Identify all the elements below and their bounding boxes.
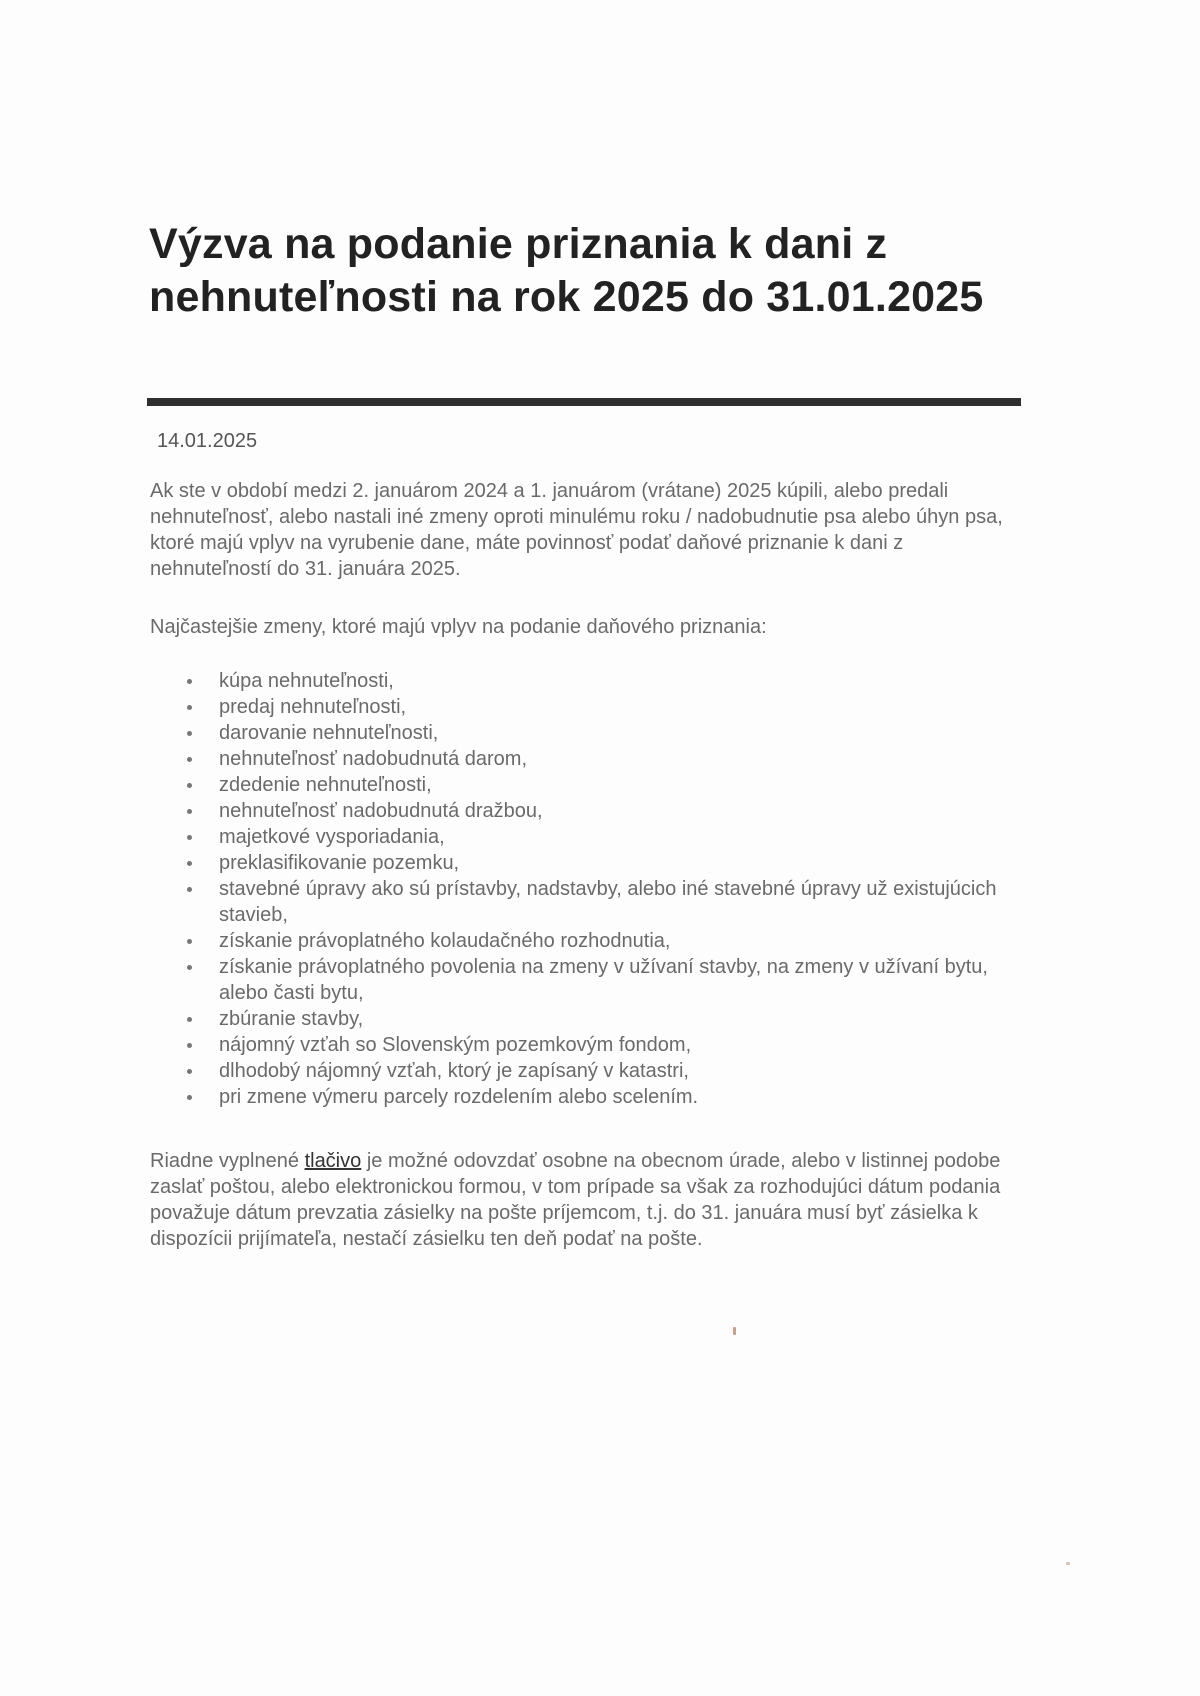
bullet-icon: [187, 809, 192, 814]
list-item-text: nájomný vzťah so Slovenským pozemkovým fondom,: [219, 1034, 692, 1056]
title-divider: [147, 398, 1021, 406]
changes-list: [150, 668, 1010, 1110]
list-item-text: pri zmene výmeru parcely rozdelením alebo scelením.: [219, 1086, 699, 1108]
bullet-icon: [187, 1017, 192, 1022]
list-item-text: získanie právoplatného kolaudačného rozhodnutia,: [219, 930, 671, 952]
bullet-icon: [187, 757, 192, 762]
list-item: [150, 1058, 1010, 1084]
list-item-text: majetkové vysporiadania,: [219, 826, 445, 848]
list-item-text: darovanie nehnuteľnosti,: [219, 722, 439, 744]
bullet-icon: [187, 1043, 192, 1048]
page-title: Výzva na podanie priznania k dani z nehnuteľnosti na rok 2025 do 31.01.2025: [149, 220, 984, 321]
bullet-icon: [187, 861, 192, 866]
bullet-icon: [187, 887, 192, 892]
list-item-text: nehnuteľnosť nadobudnutá dražbou,: [219, 800, 543, 822]
list-item-text: stavebné úpravy ako sú prístavby, nadstavby, alebo iné stavebné úpravy už existujúcich stavieb,: [219, 878, 997, 926]
scan-speck: [1066, 1562, 1070, 1565]
bullet-icon: [187, 1069, 192, 1074]
list-item-text: zdedenie nehnuteľnosti,: [219, 774, 432, 796]
form-link[interactable]: tlačivo: [304, 1150, 362, 1172]
list-item: [150, 668, 1010, 694]
list-item: [150, 1032, 1010, 1058]
list-item: [150, 954, 1010, 1006]
list-item-text: predaj nehnuteľnosti,: [219, 696, 407, 718]
list-item: [150, 720, 1010, 746]
list-item-text: zbúranie stavby,: [219, 1008, 364, 1030]
list-item: [150, 824, 1010, 850]
list-item-text: nehnuteľnosť nadobudnutá darom,: [219, 748, 528, 770]
list-lead: Najčastejšie zmeny, ktoré majú vplyv na podanie daňového priznania:: [150, 616, 767, 638]
list-item: [150, 850, 1010, 876]
intro-paragraph: Ak ste v období medzi 2. januárom 2024 a 1. januárom (vrátane) 2025 kúpili, alebo predali nehnuteľnosť, alebo nastali iné zmeny oproti minulému roku / nadobudnutie psa alebo úhyn psa, ktoré majú vplyv na vyrubenie dane, máte povinnosť podať daňové priznanie k dani z nehnuteľností do 31. januára 2025.: [150, 480, 1003, 580]
list-item: [150, 1006, 1010, 1032]
closing-paragraph: [150, 1148, 1010, 1252]
list-item: [150, 772, 1010, 798]
bullet-icon: [187, 939, 192, 944]
bullet-icon: [187, 965, 192, 970]
list-item-text: kúpa nehnuteľnosti,: [219, 670, 394, 692]
list-item-text: získanie právoplatného povolenia na zmeny v užívaní stavby, na zmeny v užívaní bytu, alebo časti bytu,: [219, 956, 988, 1004]
bullet-icon: [187, 705, 192, 710]
list-item: [150, 798, 1010, 824]
closing-text-start: Riadne vyplnené: [150, 1150, 305, 1172]
bullet-icon: [187, 835, 192, 840]
list-item-text: preklasifikovanie pozemku,: [219, 852, 460, 874]
bullet-icon: [187, 731, 192, 736]
bullet-icon: [187, 783, 192, 788]
list-item: [150, 876, 1010, 928]
closing-text-end: je možné odovzdať osobne na obecnom úrade, alebo v listinnej podobe zaslať poštou, alebo elektronickou formou, v tom prípade sa však za rozhodujúci dátum podania považuje dátum prevzatia zásielky na pošte príjemcom, t.j. do 31. januára musí byť zásielka k dispozícii prijímateľa, nestačí zásielku ten deň podať na pošte.: [150, 1150, 1001, 1250]
list-item: [150, 746, 1010, 772]
bullet-icon: [187, 679, 192, 684]
scan-speck: [733, 1327, 736, 1335]
list-item-text: dlhodobý nájomný vzťah, ktorý je zapísaný v katastri,: [219, 1060, 689, 1082]
bullet-icon: [187, 1095, 192, 1100]
publish-date: 14.01.2025: [157, 430, 258, 452]
list-item: [150, 694, 1010, 720]
list-item: [150, 1084, 1010, 1110]
list-item: [150, 928, 1010, 954]
